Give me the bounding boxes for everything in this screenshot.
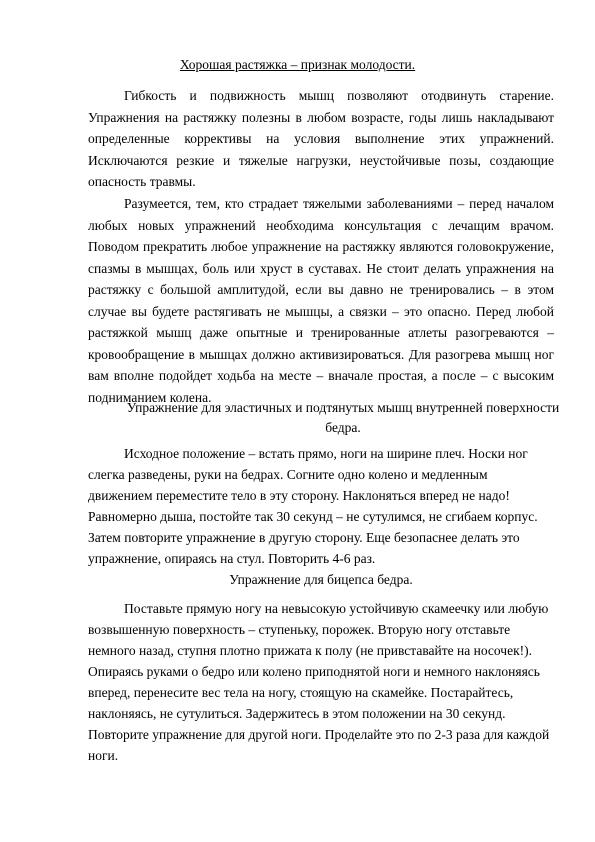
section-heading-inner-thigh: Упражнение для эластичных и подтянутых мышц внутренней поверхности бедра. [126,400,560,435]
section-heading-hamstring: Упражнение для бицепса бедра. [229,572,413,587]
document-title: Хорошая растяжка – признак молодости. [179,57,416,72]
paragraph-precautions: Разумеется, тем, кто страдает тяжелыми заболеваниями – перед началом любых новых упражнений необходима консультация с лечащим врачом. Поводом прекратить любое упражнение на растяжку являются головокружение, спазмы в мышцах, боль или хруст в суставах. Не стоит делать упражнения на растяжку с большой амплитудой, если вы давно не тренировались – в этом случае вы будете растягивать не мышцы, а связки – это опасно. Перед любой растяжкой мышц даже опытные и тренированные атлеты разогреваются – кровообращение в мышцах должно активизироваться. Для разогрева мышц ног вам вполне подойдет ходьба на месте – вначале простая, а после – с высоким подниманием колена. [88,196,554,405]
paragraph-intro: Гибкость и подвижность мышц позволяют отодвинуть старение. Упражнения на растяжку полезны в любом возрасте, годы лишь накладывают определенные коррективы на условия выполнение этих упражнений. Исключаются резкие и тяжелые нагрузки, неустойчивые позы, создающие опасность травмы. [88,88,554,189]
paragraph-hamstring-exercise: Поставьте прямую ногу на невысокую устойчивую скамеечку или любую возвышенную поверхность – ступеньку, порожек. Вторую ногу отставьте немного назад, ступня плотно прижата к полу (не привставайте на носочек!). Опираясь руками о бедро или колено приподнятой ноги и немного наклоняясь вперед, перенесите вес тела на ногу, стоящую на скамейке. Постарайтесь, наклоняясь, не сутулиться. Задержитесь в этом положении на 30 секунд. Повторите упражнение для другой ноги. Проделайте это по 2-3 раза для каждой ноги. [88,601,550,763]
paragraph-inner-thigh-exercise: Исходное положение – встать прямо, ноги на ширине плеч. Носки ног слегка разведены, руки на бедрах. Согните одно колено и медленным движением переместите тело в эту сторону. Наклоняться вперед не надо! Равномерно дыша, постойте так 30 секунд – не сутулимся, не сгибаем корпус. Затем повторите упражнение в другую сторону. Еще безопаснее делать это упражнение, опираясь на стул. Повторить 4-6 раз. [88,446,538,566]
